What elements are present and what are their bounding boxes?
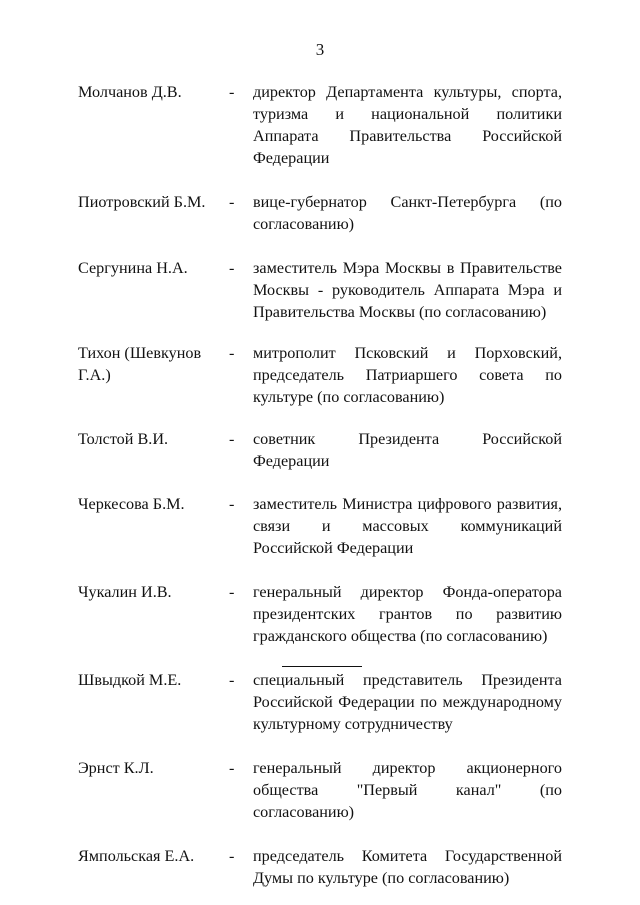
member-name: Ямпольская Е.А. [78,847,195,865]
member-name: Молчанов Д.В. [78,83,182,101]
member-name: Пиотровский Б.М. [78,193,206,211]
member-name: Черкесова Б.М. [78,495,185,513]
list-item [78,342,562,408]
member-role: митрополит Псковский и Порховский, председатель Патриаршего совета по культуре (по согласованию) [253,344,562,406]
member-dash: - [229,344,235,362]
member-role: специальный представитель Президента Российской Федерации по международному культурному сотрудничеству [253,671,562,733]
list-item [78,493,562,559]
member-dash: - [229,847,235,865]
member-name: Швыдкой М.Е. [78,671,182,689]
member-dash: - [229,759,235,777]
page-number: 3 [315,40,325,59]
list-item [78,669,562,735]
member-dash: - [229,430,235,448]
member-role: советник Президента Российской Федерации [253,430,562,470]
member-dash: - [229,583,235,601]
list-item [78,845,562,889]
member-role: генеральный директор Фонда-оператора президентских грантов по развитию гражданского общества (по согласованию) [253,583,562,645]
members-list [78,81,562,889]
list-item [78,581,562,647]
member-dash: - [229,83,235,101]
list-item [78,428,562,472]
member-name: Тихон (Шевкунов Г.А.) [78,344,202,384]
member-role: председатель Комитета Государственной Думы по культуре (по согласованию) [253,847,562,887]
member-dash: - [229,259,235,277]
member-name: Сергунина Н.А. [78,259,188,277]
list-item [78,191,562,235]
end-divider [282,666,362,667]
member-role: заместитель Мэра Москвы в Правительстве Москвы - руководитель Аппарата Мэра и Правительства Москвы (по согласованию) [253,259,562,321]
member-role: заместитель Министра цифрового развития, связи и массовых коммуникаций Российской Федерации [253,495,562,557]
list-item [78,257,562,323]
list-item [78,81,562,169]
member-name: Чукалин И.В. [78,583,172,601]
member-role: директор Департамента культуры, спорта, туризма и национальной политики Аппарата Правительства Российской Федерации [253,83,562,167]
member-name: Эрнст К.Л. [78,759,154,777]
member-name: Толстой В.И. [78,430,169,448]
list-item [78,757,562,823]
member-dash: - [229,495,235,513]
member-role: генеральный директор акционерного общества "Первый канал" (по согласованию) [253,759,562,821]
member-dash: - [229,193,235,211]
member-dash: - [229,671,235,689]
member-role: вице-губернатор Санкт-Петербурга (по согласованию) [253,193,562,233]
